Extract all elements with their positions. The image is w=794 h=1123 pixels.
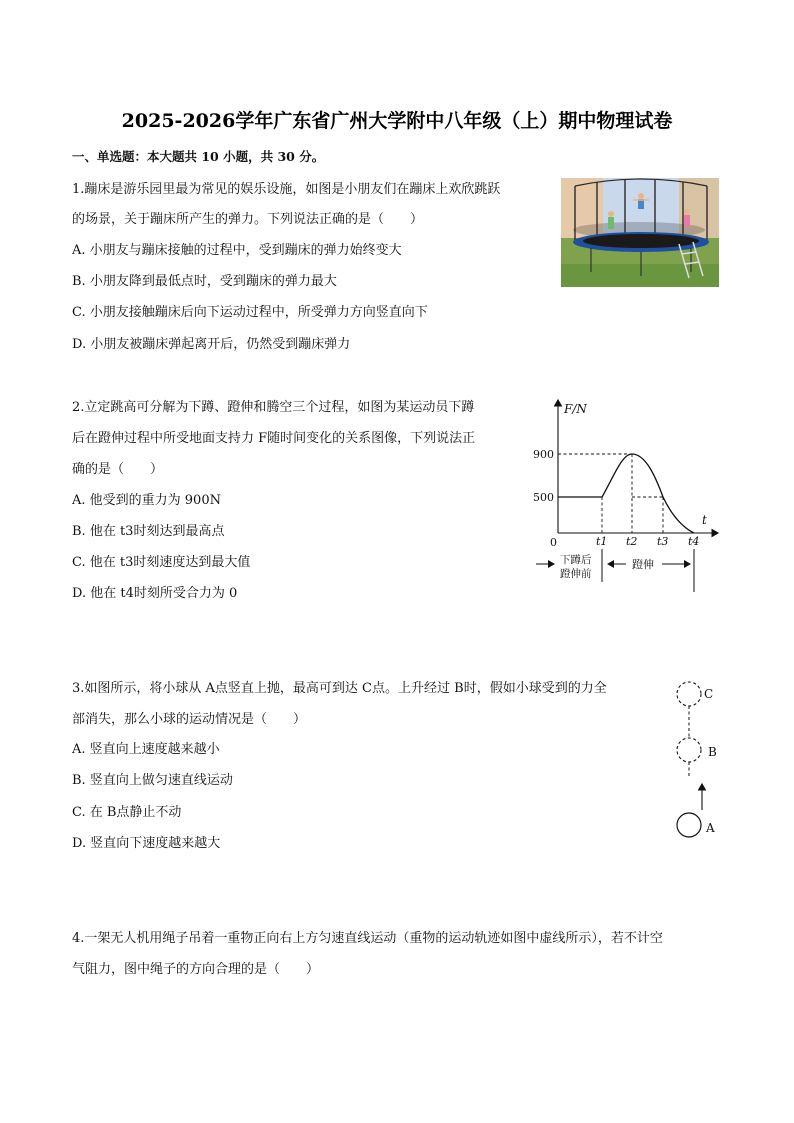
- q3-option-c: C. 在 B点静止不动: [72, 805, 182, 820]
- y-axis-label: F/N: [564, 402, 587, 416]
- q1-stem-line-1: 1.蹦床是游乐园里最为常见的娱乐设施，如图是小朋友们在蹦床上欢欣跳跃: [72, 182, 501, 197]
- point-c-label: C: [704, 687, 714, 701]
- q2-option-a: A. 他受到的重力为 900N: [72, 493, 221, 508]
- q2-stem-line-1: 2.立定跳高可分解为下蹲、蹬伸和腾空三个过程，如图为某运动员下蹲: [72, 400, 475, 415]
- ball-at-b: [677, 738, 701, 762]
- page-title: 2025-2026学年广东省广州大学附中八年级（上）期中物理试卷: [121, 110, 673, 132]
- q1-option-d: D. 小朋友被蹦床弹起离开后，仍然受到蹦床弹力: [72, 337, 351, 352]
- q1-option-a: A. 小朋友与蹦床接触的过程中，受到蹦床的弹力始终变大: [72, 243, 402, 258]
- q4-stem-line-2: 气阻力，图中绳子的方向合理的是（ ）: [72, 962, 320, 977]
- q1-stem-line-2: 的场景，关于蹦床所产生的弹力。下列说法正确的是（ ）: [72, 212, 424, 227]
- q2-option-d: D. 他在 t4时刻所受合力为 0: [72, 586, 238, 601]
- t1-label: t1: [596, 535, 608, 548]
- q3-option-a: A. 竖直向上速度越来越小: [72, 742, 220, 757]
- q4-stem-line-1: 4.一架无人机用绳子吊着一重物正向右上方匀速直线运动（重物的运动轨迹如图中虚线所示），若不计空: [72, 931, 663, 946]
- origin-label: 0: [550, 536, 557, 549]
- q2-option-b: B. 他在 t3时刻达到最高点: [72, 524, 225, 539]
- q3-option-d: D. 竖直向下速度越来越大: [72, 836, 221, 851]
- y-tick-900: 900: [533, 448, 554, 461]
- q1-option-b: B. 小朋友降到最低点时，受到蹦床的弹力最大: [72, 274, 337, 289]
- y-tick-500: 500: [533, 491, 554, 504]
- trampoline-photo: [561, 178, 719, 287]
- t4-label: t4: [688, 535, 700, 548]
- force-time-graph: [528, 392, 728, 592]
- q3-option-b: B. 竖直向上做匀速直线运动: [72, 773, 233, 788]
- phase-squat-line-1: 下蹲后: [560, 554, 592, 566]
- phase-squat-line-2: 蹬伸前: [560, 568, 592, 580]
- q3-stem-line-1: 3.如图所示，将小球从 A点竖直上抛，最高可到达 C点。上升经过 B时，假如小球受到的力全: [72, 681, 607, 696]
- q2-stem-line-2: 后在蹬伸过程中所受地面支持力 F随时间变化的关系图像，下列说法正: [72, 431, 476, 446]
- force-curve: [558, 454, 694, 533]
- ball-diagram: [668, 676, 728, 842]
- phase-push-label: 蹬伸: [632, 558, 654, 571]
- q2-option-c: C. 他在 t3时刻速度达到最大值: [72, 555, 251, 570]
- section-heading: 一、单选题：本大题共 10 小题，共 30 分。: [72, 149, 325, 164]
- q2-stem-line-3: 确的是（ ）: [72, 462, 164, 477]
- t3-label: t3: [657, 535, 669, 548]
- ball-at-a: [677, 813, 701, 837]
- point-a-label: A: [706, 821, 715, 835]
- point-b-label: B: [708, 745, 717, 759]
- q1-option-c: C. 小朋友接触蹦床后向下运动过程中，所受弹力方向竖直向下: [72, 305, 428, 320]
- ball-at-c: [677, 682, 701, 706]
- q3-stem-line-2: 部消失，那么小球的运动情况是（ ）: [72, 712, 307, 727]
- x-axis-label: t: [702, 513, 707, 527]
- t2-label: t2: [626, 535, 638, 548]
